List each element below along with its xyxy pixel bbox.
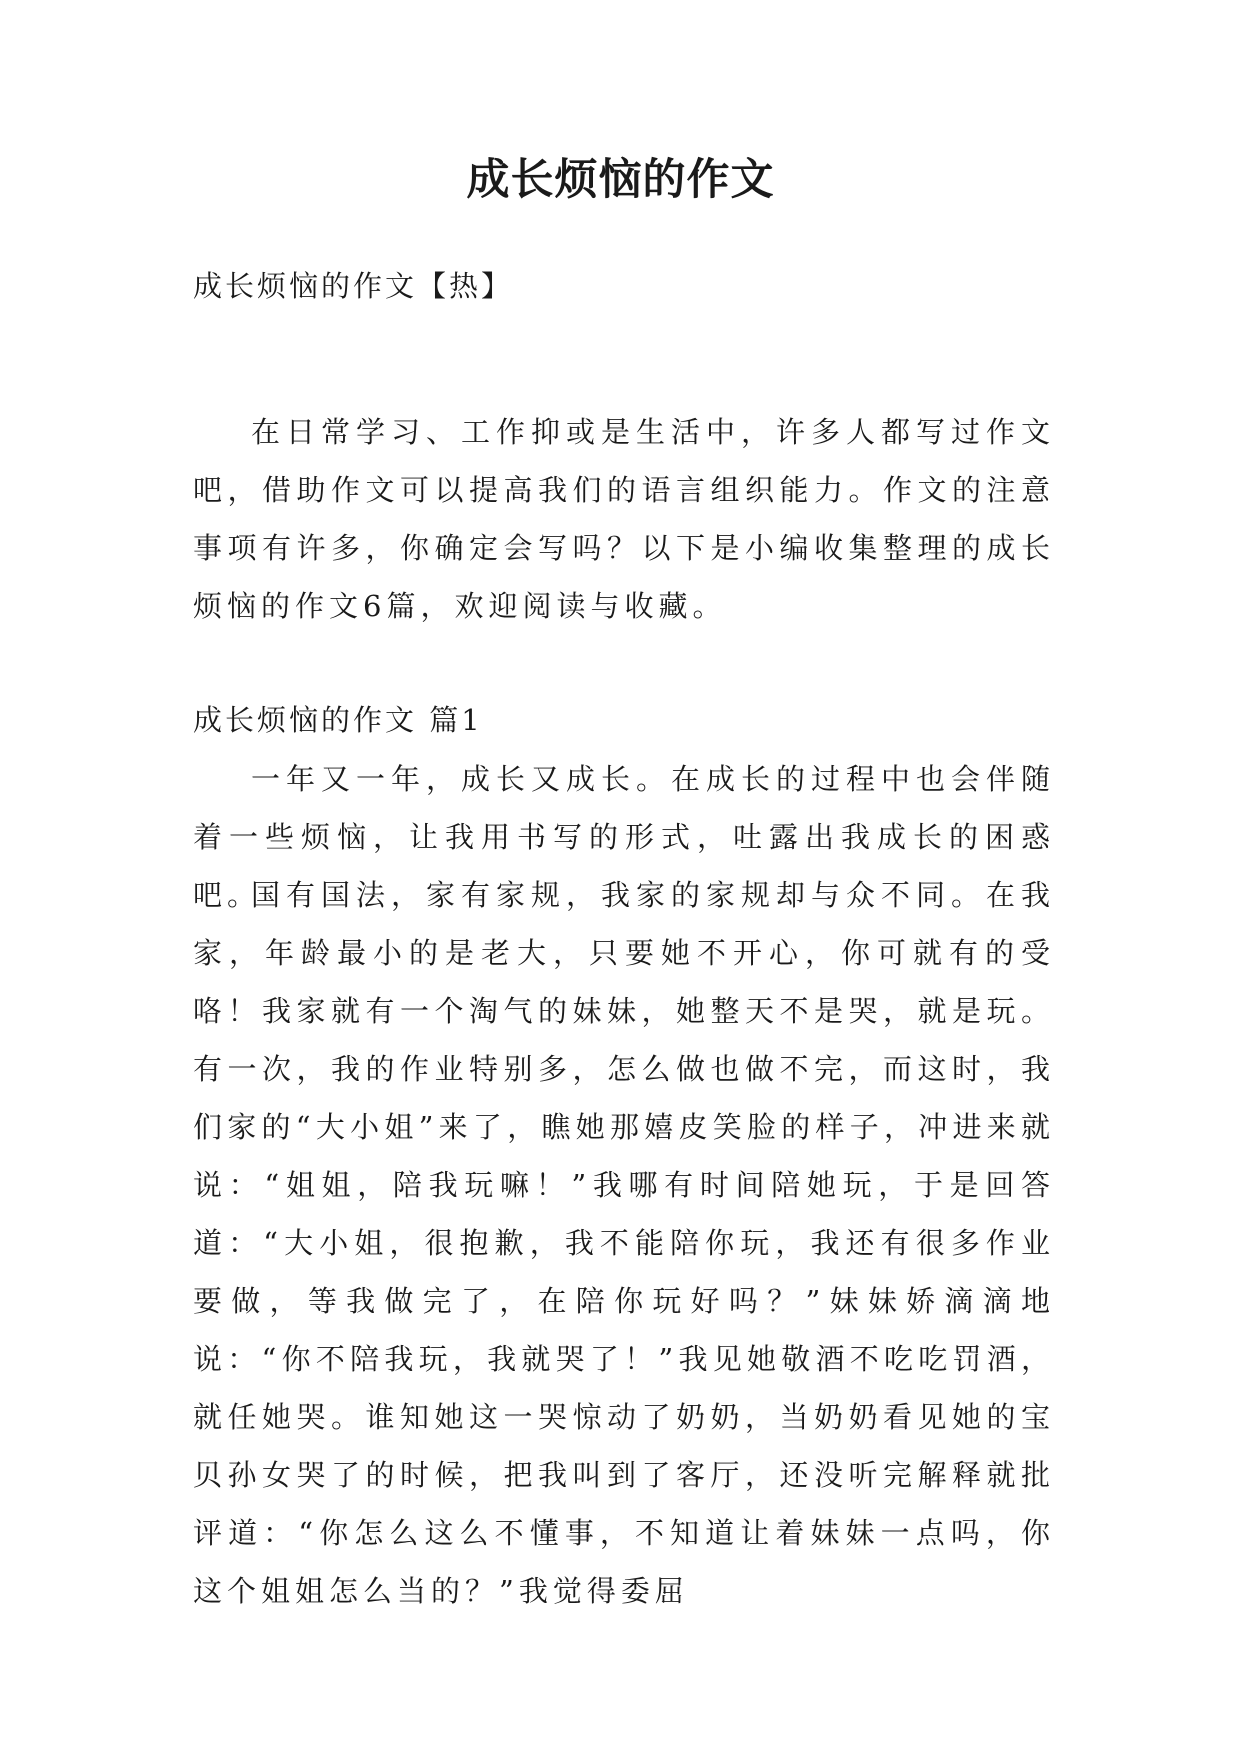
section-heading: 成长烦恼的作文 篇1 xyxy=(193,703,483,737)
body-paragraph: 国有国法，家有家规，我家的家规却与众不同。在我家，年龄最小的是老大，只要她不开心，你可就有的受咯！我家就有一个淘气的妹妹，她整天不是哭，就是玩。有一次，我的作业特别多，怎么做也做不完，而这时，我们家的“大小姐”来了，瞧她那嬉皮笑脸的样子，冲进来就说：“姐姐，陪我玩嘛！”我哪有时间陪她玩，于是回答道：“大小姐，很抱歉，我不能陪你玩，我还有很多作业要做，等我做完了，在陪你玩好吗？”妹妹娇滴滴地说：“你不陪我玩，我就哭了！”我见她敬酒不吃吃罚酒，就任她哭。谁知她这一哭惊动了奶奶，当奶奶看见她的宝贝孙女哭了的时候，把我叫到了客厅，还没听完解释就批评道：“你怎么这么不懂事，不知道让着妹妹一点吗，你这个姐姐怎么当的？”我觉得委屈 xyxy=(193,878,1055,1608)
intro-paragraph: 在日常学习、工作抑或是生活中，许多人都写过作文吧，借助作文可以提高我们的语言组织能力。作文的注意事项有许多，你确定会写吗？以下是小编收集整理的成长烦恼的作文6篇，欢迎阅读与收藏。 xyxy=(193,415,1055,623)
document-title: 成长烦恼的作文 xyxy=(466,155,775,205)
document-subtitle: 成长烦恼的作文【热】 xyxy=(193,269,514,303)
body-paragraph: 一年又一年，成长又成长。在成长的过程中也会伴随着一些烦恼，让我用书写的形式，吐露出我成长的困惑吧。 xyxy=(193,762,1055,912)
